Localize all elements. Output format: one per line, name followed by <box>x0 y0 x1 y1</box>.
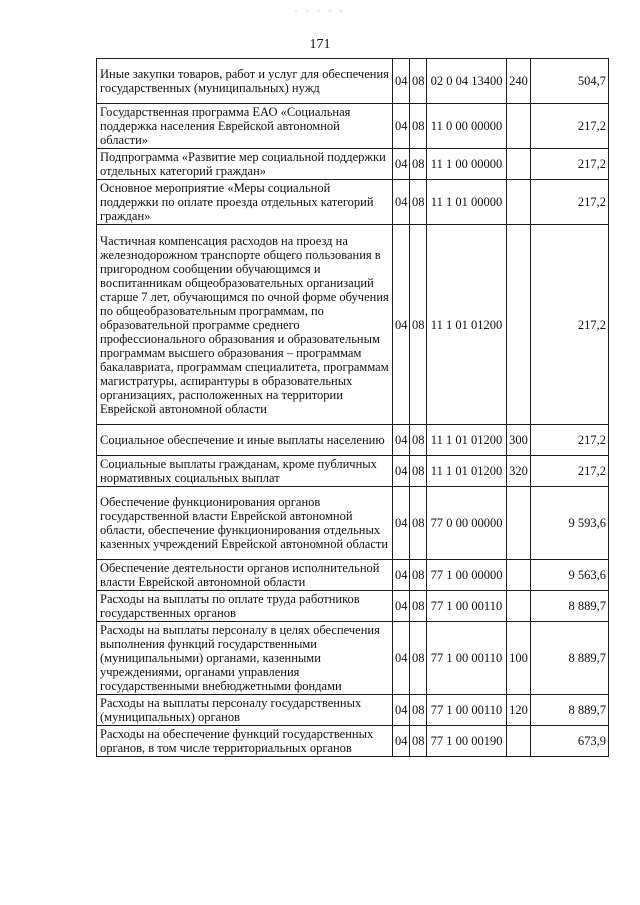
table-row <box>97 726 609 757</box>
scan-artifact: · · · · · <box>294 6 346 16</box>
target-article-code: 11 1 01 00000 <box>427 180 507 225</box>
subsection-code: 08 <box>410 149 427 180</box>
amount: 217,2 <box>531 225 609 425</box>
table-row <box>97 225 609 425</box>
section-code: 04 <box>393 456 410 487</box>
target-article-code: 77 1 00 00000 <box>427 560 507 591</box>
table-row <box>97 149 609 180</box>
expense-type-code <box>507 726 531 757</box>
amount: 9 593,6 <box>531 487 609 560</box>
table-row <box>97 560 609 591</box>
expense-type-code <box>507 180 531 225</box>
expense-name: Основное мероприятие «Меры социальной поддержки по оплате проезда отдельных категорий граждан» <box>97 180 393 225</box>
expense-name: Государственная программа ЕАО «Социальная поддержка населения Еврейской автономной области» <box>97 104 393 149</box>
subsection-code: 08 <box>410 726 427 757</box>
section-code: 04 <box>393 180 410 225</box>
subsection-code: 08 <box>410 180 427 225</box>
table-row <box>97 487 609 560</box>
subsection-code: 08 <box>410 695 427 726</box>
target-article-code: 11 1 00 00000 <box>427 149 507 180</box>
subsection-code: 08 <box>410 591 427 622</box>
amount: 504,7 <box>531 59 609 104</box>
amount: 8 889,7 <box>531 622 609 695</box>
expense-type-code <box>507 225 531 425</box>
expense-type-code <box>507 149 531 180</box>
amount: 8 889,7 <box>531 695 609 726</box>
section-code: 04 <box>393 591 410 622</box>
expense-name: Социальные выплаты гражданам, кроме публичных нормативных социальных выплат <box>97 456 393 487</box>
expense-name: Обеспечение функционирования органов государственной власти Еврейской автономной области, обеспечение функционирования отдельных казенных учреждений Еврейской автономной области <box>97 487 393 560</box>
subsection-code: 08 <box>410 560 427 591</box>
expense-name: Подпрограмма «Развитие мер социальной поддержки отдельных категорий граждан» <box>97 149 393 180</box>
expense-name: Иные закупки товаров, работ и услуг для обеспечения государственных (муниципальных) нужд <box>97 59 393 104</box>
amount: 217,2 <box>531 456 609 487</box>
section-code: 04 <box>393 225 410 425</box>
amount: 217,2 <box>531 149 609 180</box>
section-code: 04 <box>393 695 410 726</box>
subsection-code: 08 <box>410 104 427 149</box>
expense-type-code: 320 <box>507 456 531 487</box>
expense-name: Расходы на обеспечение функций государственных органов, в том числе территориальных органов <box>97 726 393 757</box>
amount: 217,2 <box>531 425 609 456</box>
section-code: 04 <box>393 59 410 104</box>
target-article-code: 77 1 00 00110 <box>427 622 507 695</box>
expense-type-code: 100 <box>507 622 531 695</box>
subsection-code: 08 <box>410 425 427 456</box>
section-code: 04 <box>393 726 410 757</box>
section-code: 04 <box>393 487 410 560</box>
expense-name: Социальное обеспечение и иные выплаты населению <box>97 425 393 456</box>
expense-type-code <box>507 560 531 591</box>
target-article-code: 11 1 01 01200 <box>427 225 507 425</box>
subsection-code: 08 <box>410 622 427 695</box>
target-article-code: 77 1 00 00110 <box>427 695 507 726</box>
section-code: 04 <box>393 622 410 695</box>
page-number: 171 <box>309 37 331 52</box>
budget-table-body <box>97 59 609 757</box>
expense-name: Обеспечение деятельности органов исполнительной власти Еврейской автономной области <box>97 560 393 591</box>
expense-name: Частичная компенсация расходов на проезд на железнодорожном транспорте общего пользования в пригородном сообщении обучающимся и воспитанникам общеобразовательных организаций старше 7 лет, обучающимся по очной форме обучения по общеобразовательным программам, по образовательной программе среднего профессионального образования и образовательным программам высшего образования – программам бакалавриата, программам специалитета, программам магистратуры, аспирантуры в образовательных организациях, расположенных на территории Еврейской автономной области <box>97 225 393 425</box>
target-article-code: 11 0 00 00000 <box>427 104 507 149</box>
target-article-code: 77 1 00 00190 <box>427 726 507 757</box>
table-row <box>97 695 609 726</box>
expense-type-code <box>507 104 531 149</box>
expense-type-code: 240 <box>507 59 531 104</box>
target-article-code: 11 1 01 01200 <box>427 456 507 487</box>
subsection-code: 08 <box>410 487 427 560</box>
table-row <box>97 456 609 487</box>
table-row <box>97 59 609 104</box>
section-code: 04 <box>393 149 410 180</box>
expense-type-code: 120 <box>507 695 531 726</box>
table-row <box>97 180 609 225</box>
expense-name: Расходы на выплаты персоналу государственных (муниципальных) органов <box>97 695 393 726</box>
table-row <box>97 425 609 456</box>
subsection-code: 08 <box>410 225 427 425</box>
amount: 673,9 <box>531 726 609 757</box>
target-article-code: 77 1 00 00110 <box>427 591 507 622</box>
section-code: 04 <box>393 560 410 591</box>
expense-type-code <box>507 591 531 622</box>
subsection-code: 08 <box>410 456 427 487</box>
table-row <box>97 622 609 695</box>
section-code: 04 <box>393 104 410 149</box>
table-row <box>97 104 609 149</box>
amount: 217,2 <box>531 180 609 225</box>
amount: 8 889,7 <box>531 591 609 622</box>
expense-type-code: 300 <box>507 425 531 456</box>
expense-name: Расходы на выплаты персоналу в целях обеспечения выполнения функций государственными (муниципальными) органами, казенными учреждениями, органами управления государственными внебюджетными фондами <box>97 622 393 695</box>
target-article-code: 11 1 01 01200 <box>427 425 507 456</box>
budget-table <box>96 58 609 757</box>
target-article-code: 77 0 00 00000 <box>427 487 507 560</box>
target-article-code: 02 0 04 13400 <box>427 59 507 104</box>
amount: 9 563,6 <box>531 560 609 591</box>
amount: 217,2 <box>531 104 609 149</box>
subsection-code: 08 <box>410 59 427 104</box>
expense-type-code <box>507 487 531 560</box>
section-code: 04 <box>393 425 410 456</box>
expense-name: Расходы на выплаты по оплате труда работников государственных органов <box>97 591 393 622</box>
table-row <box>97 591 609 622</box>
